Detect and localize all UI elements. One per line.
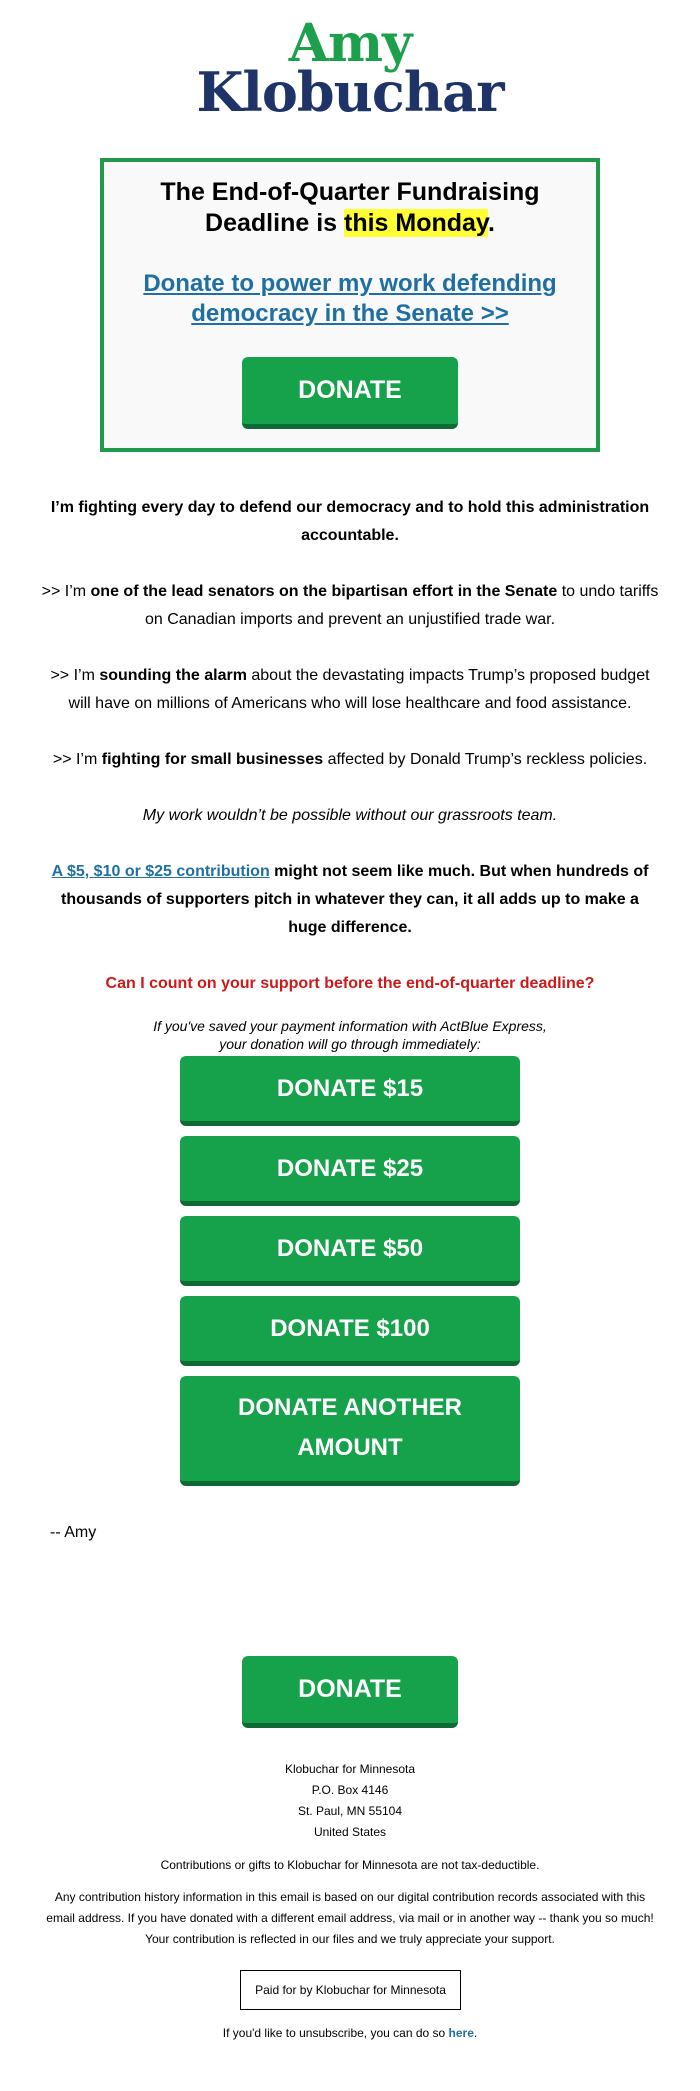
deadline-ask: Can I count on your support before the end-of-quarter deadline? — [105, 975, 595, 992]
logo — [0, 13, 700, 124]
address-line-2: St. Paul, MN 55104 — [297, 1804, 403, 1818]
donate-other-amount-button[interactable]: DONATE ANOTHER AMOUNT — [180, 1376, 520, 1486]
actblue-express-note: If you've saved your payment information with ActBlue Express, your donation will go through immediately: — [153, 1018, 547, 1052]
small-business-paragraph: >> I’m fighting for small businesses affected by Donald Trump’s reckless policies. — [52, 751, 648, 768]
donate-25-button[interactable]: DONATE $25 — [180, 1136, 520, 1206]
intro-paragraph: I’m fighting every day to defend our democracy and to hold this administration accountable. — [50, 499, 650, 544]
donate-15-button[interactable]: DONATE $15 — [180, 1056, 520, 1126]
donate-button-bottom[interactable]: DONATE — [242, 1656, 458, 1728]
grassroots-paragraph: My work wouldn’t be possible without our grassroots team. — [142, 807, 558, 824]
signature: -- Amy — [50, 1524, 97, 1541]
contribution-history-note: Any contribution history information in this email is based on our digital contribution records associated with this email address. If you have donated with a different email address, via mail or in another way -- thank you so much! Your contribution is reflected in our files and we truly appreciate your support. — [46, 1890, 654, 1946]
unsubscribe-link[interactable]: here — [448, 2026, 474, 2040]
donate-100-button[interactable]: DONATE $100 — [180, 1296, 520, 1366]
unsubscribe-line: If you'd like to unsubscribe, you can do so here. — [222, 2026, 478, 2040]
donate-button-top[interactable]: DONATE — [242, 357, 458, 429]
donate-senate-link[interactable]: Donate to power my work defending democracy in the Senate >> — [143, 270, 557, 327]
deadline-highlight: this Monday — [344, 209, 488, 237]
logo-first-name: Amy — [288, 13, 412, 74]
org-name: Klobuchar for Minnesota — [284, 1762, 416, 1776]
budget-paragraph: >> I’m sounding the alarm about the devastating impacts Trump’s proposed budget will have on millions of Americans who will lose healthcare and food assistance. — [50, 667, 650, 712]
logo-last-name: Klobuchar — [196, 60, 504, 124]
donate-50-button[interactable]: DONATE $50 — [180, 1216, 520, 1286]
tariffs-paragraph: >> I’m one of the lead senators on the bipartisan effort in the Senate to undo tariffs on Canadian imports and prevent an unjustified trade war. — [41, 583, 659, 628]
mailing-address — [40, 1759, 660, 1843]
address-country: United States — [313, 1825, 387, 1839]
paid-for-disclaimer: Paid for by Klobuchar for Minnesota — [240, 1970, 461, 2010]
contribution-paragraph: A $5, $10 or $25 contribution might not seem like much. But when hundreds of thousands of supporters pitch in whatever they can, it all adds up to make a huge difference. — [51, 863, 649, 936]
deadline-headline: The End-of-Quarter Fundraising Deadline is this Monday. — [160, 178, 540, 237]
address-line-1: P.O. Box 4146 — [311, 1783, 389, 1797]
contribution-link[interactable]: A $5, $10 or $25 contribution — [51, 863, 270, 880]
tax-disclaimer: Contributions or gifts to Klobuchar for Minnesota are not tax-deductible. — [160, 1858, 540, 1872]
